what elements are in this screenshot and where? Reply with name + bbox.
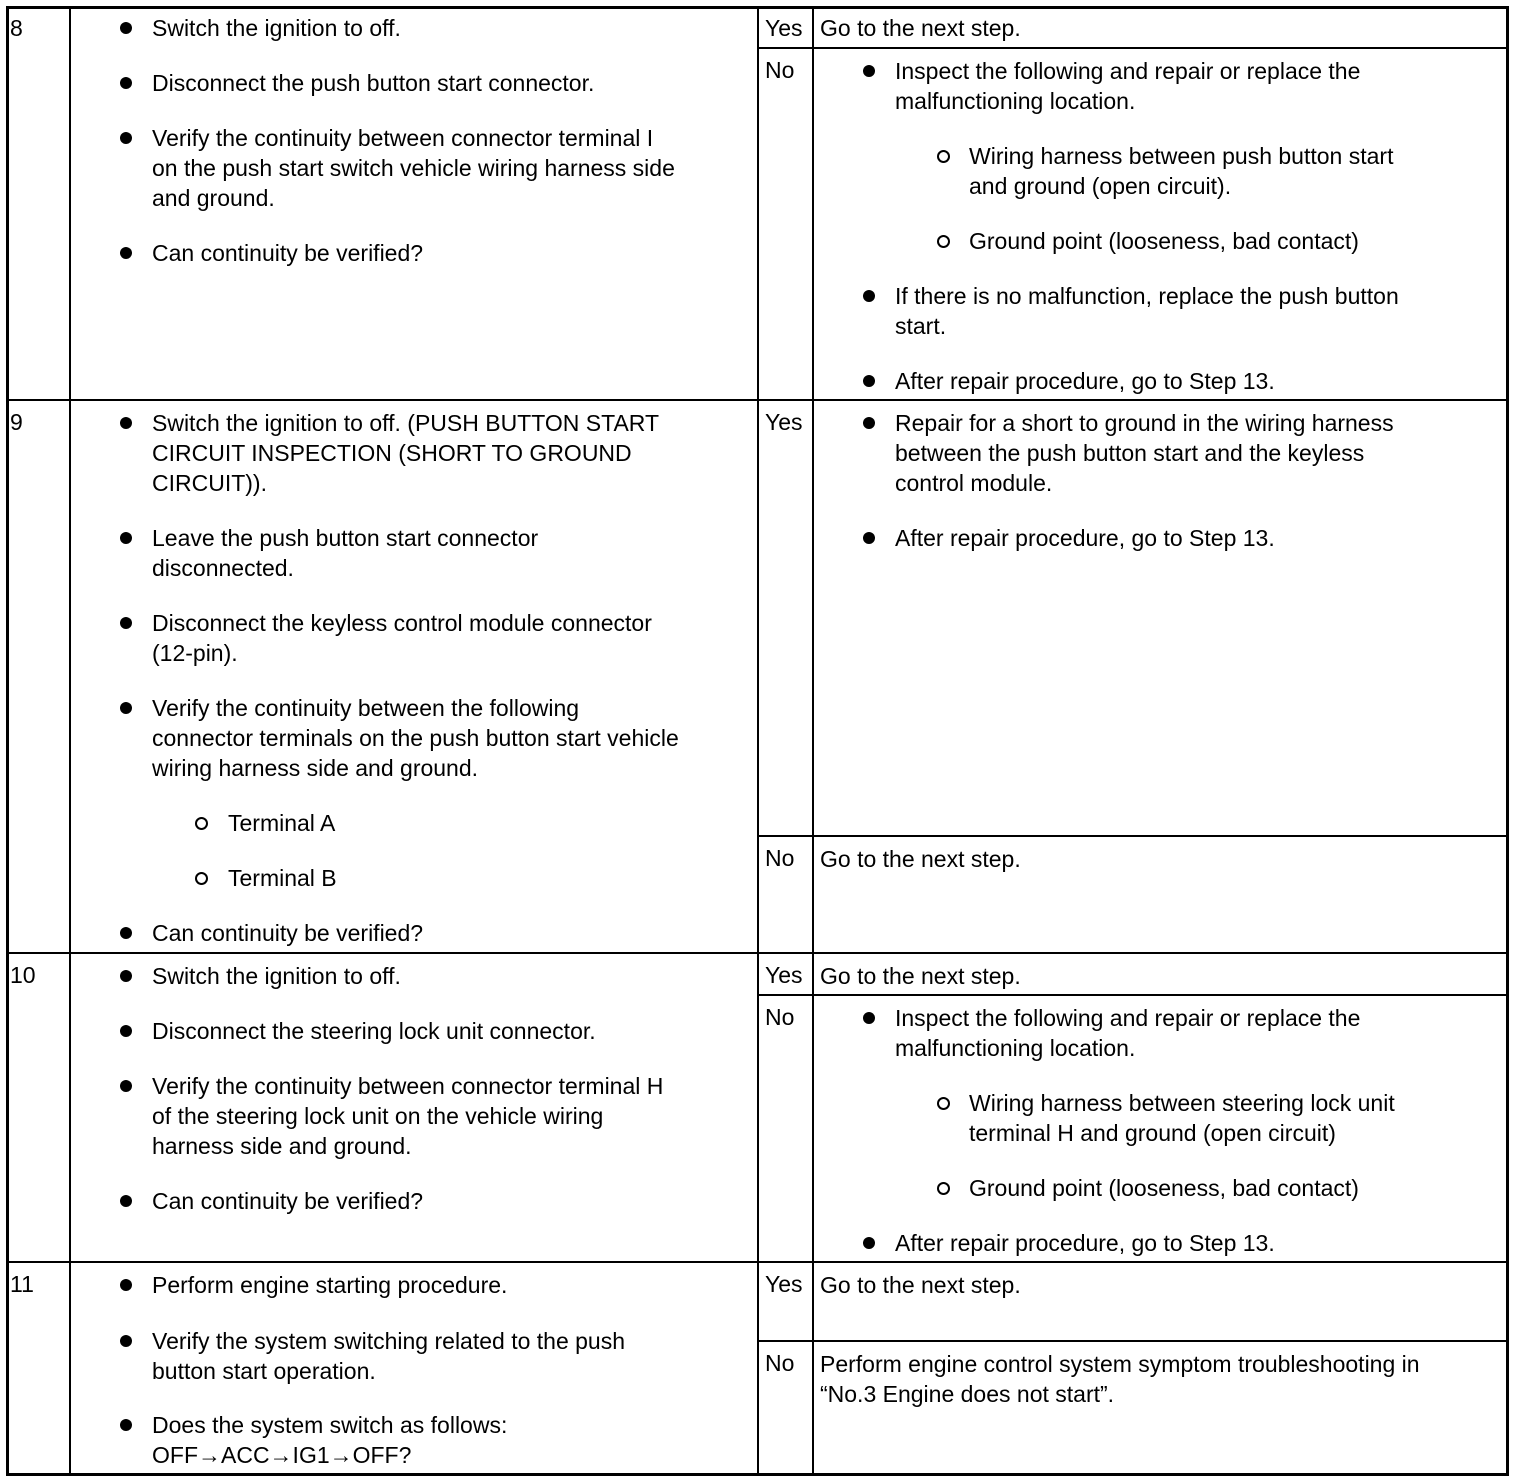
- check-item-text: Can continuity be verified?: [152, 1188, 424, 1214]
- check-item-text: Disconnect the keyless control module connector: [152, 610, 652, 636]
- action-item-text: Ground point (looseness, bad contact): [969, 1175, 1359, 1201]
- bullet-icon: [120, 132, 132, 144]
- answer-label: No: [765, 1004, 795, 1030]
- bullet-icon: [863, 1237, 875, 1249]
- bullet-icon: [120, 1279, 132, 1291]
- check-item-text: OFF→ACC→IG1→OFF?: [152, 1442, 412, 1468]
- action-item-text: between the push button start and the keyless: [895, 440, 1365, 466]
- bullet-icon: [120, 1195, 132, 1207]
- bullet-icon: [863, 375, 875, 387]
- check-item-text: Switch the ignition to off.: [152, 15, 401, 41]
- answer-label: Yes: [765, 409, 803, 435]
- result-divider: [758, 1340, 1506, 1342]
- action-item-text: Go to the next step.: [820, 15, 1021, 41]
- sub-bullet-icon: [937, 150, 950, 163]
- sub-bullet-icon: [937, 1182, 950, 1195]
- bullet-icon: [863, 65, 875, 77]
- answer-label: Yes: [765, 15, 803, 41]
- action-item-text: Go to the next step.: [820, 1272, 1021, 1298]
- check-item-text: Verify the continuity between the following: [152, 695, 580, 721]
- action-item-text: Wiring harness between push button start: [969, 143, 1394, 169]
- check-item-text: Disconnect the push button start connector.: [152, 70, 595, 96]
- bullet-icon: [120, 417, 132, 429]
- result-divider: [758, 47, 1506, 49]
- action-item-text: malfunctioning location.: [895, 1035, 1136, 1061]
- action-item-text: Go to the next step.: [820, 963, 1021, 989]
- action-item-text: Wiring harness between steering lock unit: [969, 1090, 1395, 1116]
- bullet-icon: [120, 1419, 132, 1431]
- bullet-icon: [120, 1335, 132, 1347]
- action-item-text: and ground (open circuit).: [969, 173, 1232, 199]
- action-item-text: control module.: [895, 470, 1053, 496]
- bullet-icon: [120, 927, 132, 939]
- check-item-text: Leave the push button start connector: [152, 525, 539, 551]
- action-item-text: If there is no malfunction, replace the push button: [895, 283, 1399, 309]
- bullet-icon: [120, 532, 132, 544]
- column-divider: [812, 6, 814, 1476]
- sub-bullet-icon: [937, 1097, 950, 1110]
- bullet-icon: [120, 1080, 132, 1092]
- bullet-icon: [120, 617, 132, 629]
- bullet-icon: [863, 417, 875, 429]
- check-item-text: Verify the continuity between connector terminal I: [152, 125, 654, 151]
- bullet-icon: [120, 247, 132, 259]
- check-item-text: CIRCUIT INSPECTION (SHORT TO GROUND: [152, 440, 632, 466]
- row-divider: [6, 1261, 1506, 1263]
- action-item-text: “No.3 Engine does not start”.: [820, 1381, 1115, 1407]
- answer-label: Yes: [765, 1271, 803, 1297]
- answer-label: No: [765, 57, 795, 83]
- check-item-text: harness side and ground.: [152, 1133, 412, 1159]
- row-divider: [6, 399, 1506, 401]
- result-divider: [758, 835, 1506, 837]
- column-divider: [69, 6, 71, 1476]
- action-item-text: Repair for a short to ground in the wiring harness: [895, 410, 1394, 436]
- check-item-text: Can continuity be verified?: [152, 920, 424, 946]
- action-item-text: malfunctioning location.: [895, 88, 1136, 114]
- check-item-text: of the steering lock unit on the vehicle wiring: [152, 1103, 604, 1129]
- check-item-text: Can continuity be verified?: [152, 240, 424, 266]
- action-item-text: Go to the next step.: [820, 846, 1021, 872]
- bullet-icon: [120, 77, 132, 89]
- bullet-icon: [863, 290, 875, 302]
- sub-bullet-icon: [195, 872, 208, 885]
- check-item-text: Verify the system switching related to the push: [152, 1328, 626, 1354]
- check-item-text: Terminal A: [228, 810, 336, 836]
- step-number: 9: [10, 409, 23, 435]
- result-divider: [758, 994, 1506, 996]
- check-item-text: (12-pin).: [152, 640, 238, 666]
- check-item-text: Disconnect the steering lock unit connector.: [152, 1018, 596, 1044]
- bullet-icon: [120, 22, 132, 34]
- check-item-text: Perform engine starting procedure.: [152, 1272, 508, 1298]
- check-item-text: CIRCUIT)).: [152, 470, 267, 496]
- bullet-icon: [120, 970, 132, 982]
- step-number: 10: [10, 962, 36, 988]
- action-item-text: terminal H and ground (open circuit): [969, 1120, 1336, 1146]
- answer-label: No: [765, 845, 795, 871]
- action-item-text: Perform engine control system symptom troubleshooting in: [820, 1351, 1420, 1377]
- action-item-text: Inspect the following and repair or replace the: [895, 58, 1361, 84]
- answer-label: Yes: [765, 962, 803, 988]
- check-item-text: and ground.: [152, 185, 275, 211]
- row-divider: [6, 952, 1506, 954]
- action-item-text: Ground point (looseness, bad contact): [969, 228, 1359, 254]
- check-item-text: connector terminals on the push button start vehicle: [152, 725, 679, 751]
- action-item-text: After repair procedure, go to Step 13.: [895, 525, 1275, 551]
- sub-bullet-icon: [937, 235, 950, 248]
- check-item-text: Does the system switch as follows:: [152, 1412, 508, 1438]
- check-item-text: button start operation.: [152, 1358, 376, 1384]
- bullet-icon: [120, 1025, 132, 1037]
- sub-bullet-icon: [195, 817, 208, 830]
- check-item-text: Terminal B: [228, 865, 337, 891]
- answer-label: No: [765, 1350, 795, 1376]
- action-item-text: After repair procedure, go to Step 13.: [895, 368, 1275, 394]
- action-item-text: start.: [895, 313, 947, 339]
- step-number: 8: [10, 15, 23, 41]
- action-item-text: Inspect the following and repair or replace the: [895, 1005, 1361, 1031]
- check-item-text: Switch the ignition to off.: [152, 963, 401, 989]
- check-item-text: Verify the continuity between connector terminal H: [152, 1073, 664, 1099]
- check-item-text: disconnected.: [152, 555, 294, 581]
- action-item-text: After repair procedure, go to Step 13.: [895, 1230, 1275, 1256]
- bullet-icon: [863, 532, 875, 544]
- column-divider: [757, 6, 759, 1476]
- check-item-text: Switch the ignition to off. (PUSH BUTTON START: [152, 410, 660, 436]
- bullet-icon: [863, 1012, 875, 1024]
- step-number: 11: [10, 1271, 34, 1297]
- check-item-text: wiring harness side and ground.: [152, 755, 479, 781]
- bullet-icon: [120, 702, 132, 714]
- check-item-text: on the push start switch vehicle wiring harness side: [152, 155, 675, 181]
